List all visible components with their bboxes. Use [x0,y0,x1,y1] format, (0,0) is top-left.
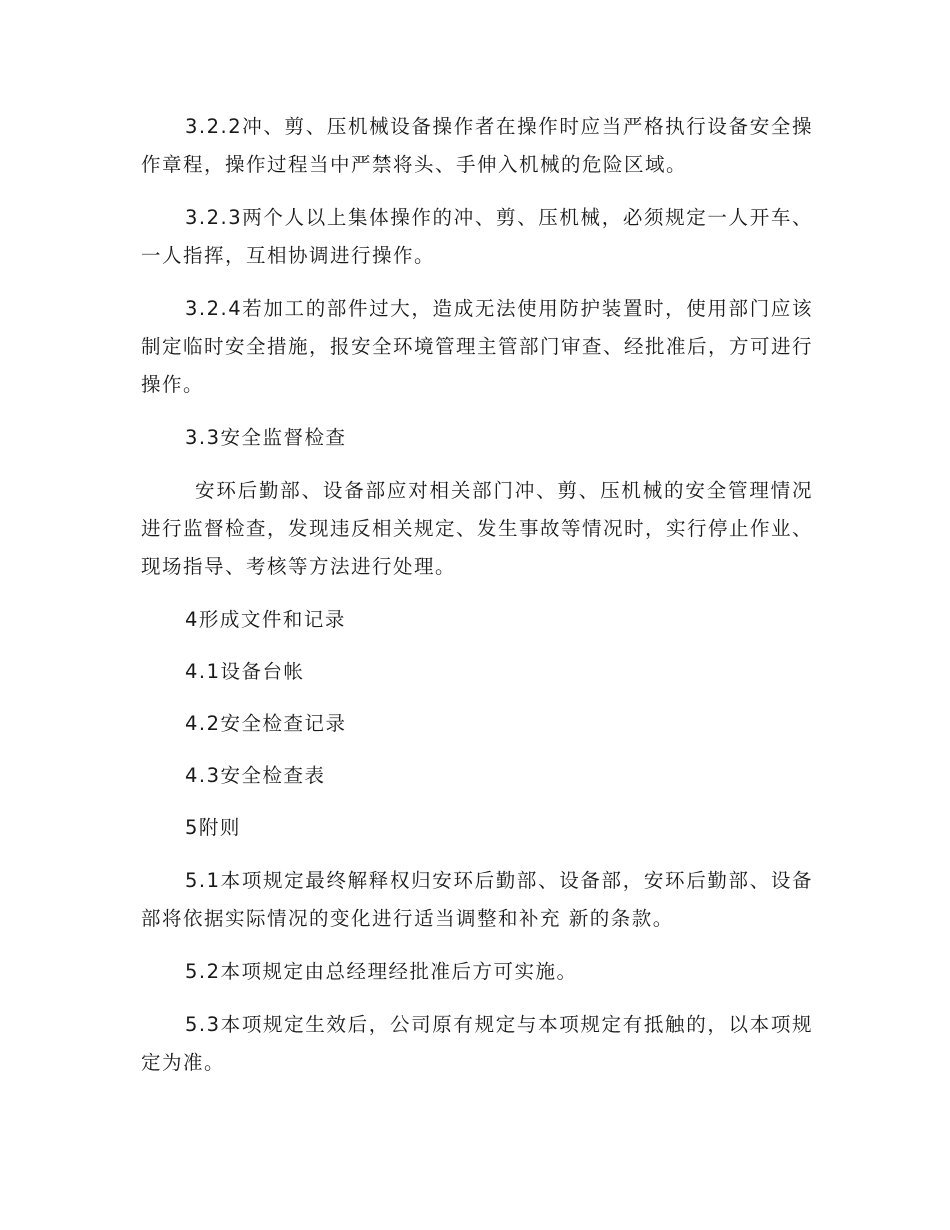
paragraph-3-3-body: 安环后勤部、设备部应对相关部门冲、剪、压机械的安全管理情况进行监督检查，发现违反相关规定、发生事故等情况时，实行停止作业、现场指导、考核等方法进行处理。 [141,479,814,578]
paragraph-3-2-2: 3.2.2冲、剪、压机械设备操作者在操作时应当严格执行设备安全操作章程，操作过程当中严禁将头、手伸入机械的危险区域。 [141,115,813,176]
heading-4: 4形成文件和记录 [185,608,346,631]
paragraph-3-2-3: 3.2.3两个人以上集体操作的冲、剪、压机械，必须规定一人开车、一人指挥，互相协调进行操作。 [141,206,813,267]
paragraph-5-2: 5.2本项规定由总经理经批准后方可实施。 [185,960,578,983]
document-body [141,108,813,1082]
heading-5: 5附则 [185,816,241,839]
item-4-1: 4.1设备台帐 [185,660,305,683]
heading-3-3: 3.3安全监督检查 [185,426,347,449]
paragraph-5-1: 5.1本项规定最终解释权归安环后勤部、设备部，安环后勤部、设备部将依据实际情况的变化进行适当调整和补充 新的条款。 [141,869,813,930]
paragraph-3-2-4: 3.2.4若加工的部件过大，造成无法使用防护装置时，使用部门应该制定临时安全措施，报安全环境管理主管部门审查、经批准后，方可进行操作。 [141,297,814,396]
item-4-2: 4.2安全检查记录 [185,712,347,735]
paragraph-5-3: 5.3本项规定生效后，公司原有规定与本项规定有抵触的，以本项规定为准。 [141,1013,813,1074]
item-4-3: 4.3安全检查表 [185,764,326,787]
